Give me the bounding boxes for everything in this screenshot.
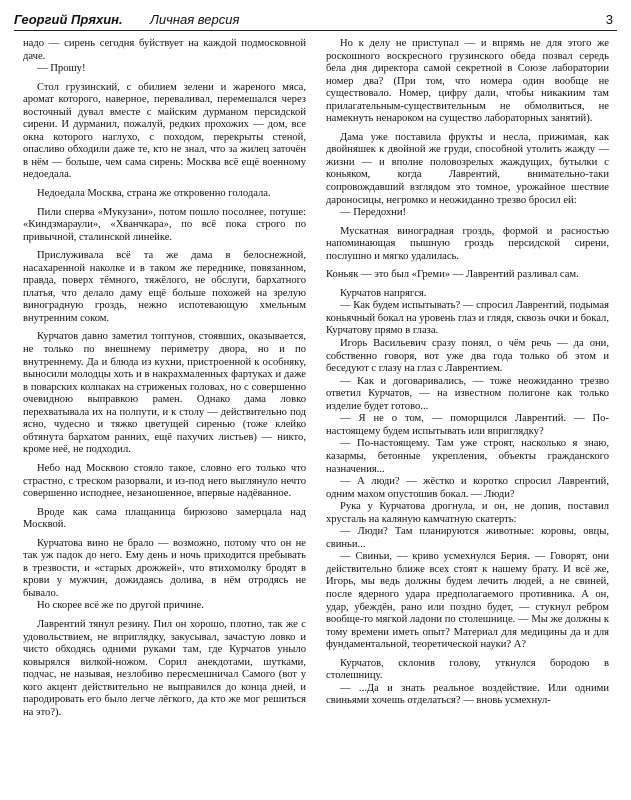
paragraph: — Прошу!: [37, 63, 86, 75]
paragraph: Стол грузинский, с обилием зелени и жареного мяса, аромат которого, наверное, переваливал, перемешался через восточный дувал вместе с майским дурманом персидской сирени. И дурманил, пожалуй, редких прохожих — дом, все окна которого наглухо, с походом, перекрыты стеной, опасливо обходили даже те, кто не знал, что за жилец заточён в нём — больше, чем сама сирень: Москва всё ещё военному недоедала.: [23, 81, 306, 181]
paragraph: Небо над Москвою стояло такое, словно его только что страстно, с треском разорвали, и из-под него выглянуло нечто совершенно исподнее, незаношенное, впервые надёванное.: [23, 462, 306, 500]
header-author: Георгий Пряхин.: [14, 12, 123, 27]
paragraph: Но скорее всё же по другой причине.: [37, 600, 204, 612]
page-number: 3: [605, 12, 613, 27]
paragraph: Курчатов давно заметил топтунов, стоявших, оказывается, не только по внешнему периметру двора, но и по внутреннему. Да и блюда из кухни, пристроенной к особняку, выносили молодцы хоть и в накрахмаленных фартуках и даже в поварских колпаках на стриженых головах, но с совершенно очевидною выправкою рамен. Однако дама ловко перехватывала их на полпути, и к столу — действительно под ясно, чудесно и тяжко цветущей сиренью (тоже клейко обтянута бархатом ранних, ещё пахучих листьев) — никто, кроме неё, не подходил.: [23, 331, 306, 456]
paragraph: Лаврентий тянул резину. Пил он хорошо, плотно, так же с удовольствием, не вприглядку, закусывал, зачастую ловко и чисто обходясь одними руками там, где Курчатов уныло ковырялся вилкой-ножом. Сорил анекдотами, шутками, подчас, не называя, незлобиво пересмешничал Самого (вот у кого акцент действительно не выправился до конца дней, и пародировать его было легче лёгкого, да кто же мог решиться на это?).: [23, 618, 306, 718]
paragraph: Мускатная виноградная гроздь, формой и расностью напоминающая пышную гроздь персидской сирени, послушно и мягко удалилась.: [326, 225, 609, 262]
header-title: Личная версия: [150, 12, 240, 27]
paragraph: Пили сперва «Мукузани», потом пошло посолнее, потуше: «Киндзмараули», «Хванчкара», по всё пока строго по привычной, сталинской линейке.: [23, 206, 306, 243]
paragraph: Игорь Васильевич сразу понял, о чём речь — да они, собственно говоря, вот уже два года только об этом и беседуют с глазу на глаз с Лаврентием.: [326, 338, 609, 375]
paragraph: — Как будем испытывать? — спросил Лаврентий, подымая коньячный бокал на уровень глаз и глядя, сквозь очки и бокал, Курчатову прямо в глаза.: [326, 300, 609, 337]
paragraph: — Свиньи, — криво усмехнулся Берия. — Говорят, они действительно ближе всех стоят к нашему брату. И всё же, Игорь, мы ведь должны будем лечить людей, а не свиней, после ядерного удара предполагаемого противника. А он, удар, убеждён, рано или поздно будет, — стукнул ребром вообще-то мягкой ладони по столешнице. — Мы же должны к тому времени иметь опыт? Материал для медицины да и для фундаментальной, теоретической науки? А?: [326, 551, 609, 651]
paragraph: Недоедала Москва, страна же откровенно голодала.: [37, 188, 271, 200]
paragraph: Коньяк — это был «Греми» — Лаврентий разливал сам.: [326, 269, 579, 281]
paragraph: — Как и договаривались, — тоже неожиданно трезво ответил Курчатов, — на известном полигоне как только изделие будет готово...: [326, 375, 609, 412]
paragraph: — ...Да и знать реальное воздействие. Или одними свиньями хочешь отделаться? — вновь усмехнул-: [326, 682, 609, 707]
right-column: [326, 38, 609, 794]
paragraph: — Люди? Там планируются животные: коровы, овцы, свиньи...: [326, 526, 609, 550]
paragraph: надо — сирень сегодня буйствует на каждой подмосковной даче.: [23, 38, 306, 62]
paragraph: Курчатова вино не брало — возможно, потому что он не так уж падок до него. Ему день и ночь приходится пребывать в трезвости, и «старых дрожжей», что втихомолку бродят в крови у мужчин, дожидаясь долива, в нём отродясь не бывало.: [23, 537, 306, 599]
paragraph: Курчатов напрягся.: [340, 287, 427, 299]
paragraph: — По-настоящему. Там уже строят, насколько я знаю, казармы, бетонные укрепления, объекты гражданского назначения...: [326, 438, 609, 475]
paragraph: — А люди? — жёстко и коротко спросил Лаврентий, одним махом опустошив бокал. — Люди?: [326, 476, 609, 500]
left-column: [23, 38, 306, 794]
paragraph: — Передохни!: [340, 207, 407, 219]
paragraph: Рука у Курчатова дрогнула, и он, не допив, поставил хрусталь на каляную камчатную скатерть:: [326, 501, 609, 525]
paragraph: Но к делу не приступал — и впрямь не для этого же роскошного воскресного грузинского обеда позвал середь бела дня директора самой секретной в Союзе лаборатории номер два? (При том, что номера один вообще не существовало. Номер, цифру дали, чтобы никакиим там прилагательным-существительным не обмолвиться, не намекнуть ненароком на существо лабораторных занятий).: [326, 38, 609, 125]
paragraph: — Я не о том, — поморщился Лаврентий. — По-настоящему будем испытывать или вприглядку?: [326, 413, 609, 437]
paragraph: Дама уже поставила фрукты и несла, прижимая, как двойняшек к двойной же груди, способной утолить жажду — жизни — и вполне половозрелых жаждущих, бутылки с коньяком, когда Лаврентий, внимательно-таки сопровождавший взглядом это томное, урожайное шествие дароносицы, негромко и неожиданно трезво бросил ей:: [326, 131, 609, 206]
paragraph: Прислуживала всё та же дама в белоснежной, насахаренной наколке и в таком же переднике, повязанном, правда, поверх тёмного, тяжёлого, не обслуги, бархатного платья, что делало даму ещё больше похожей на зрелую виноградную гроздь, нежно испотевающую хмельным внутренним соком.: [23, 250, 306, 324]
paragraph: Вроде как сама плащаница бирюзово замерцала над Москвой.: [23, 506, 306, 531]
paragraph: Курчатов, склонив голову, уткнулся бородою в столешницу.: [326, 657, 609, 682]
page-header: [14, 10, 617, 31]
